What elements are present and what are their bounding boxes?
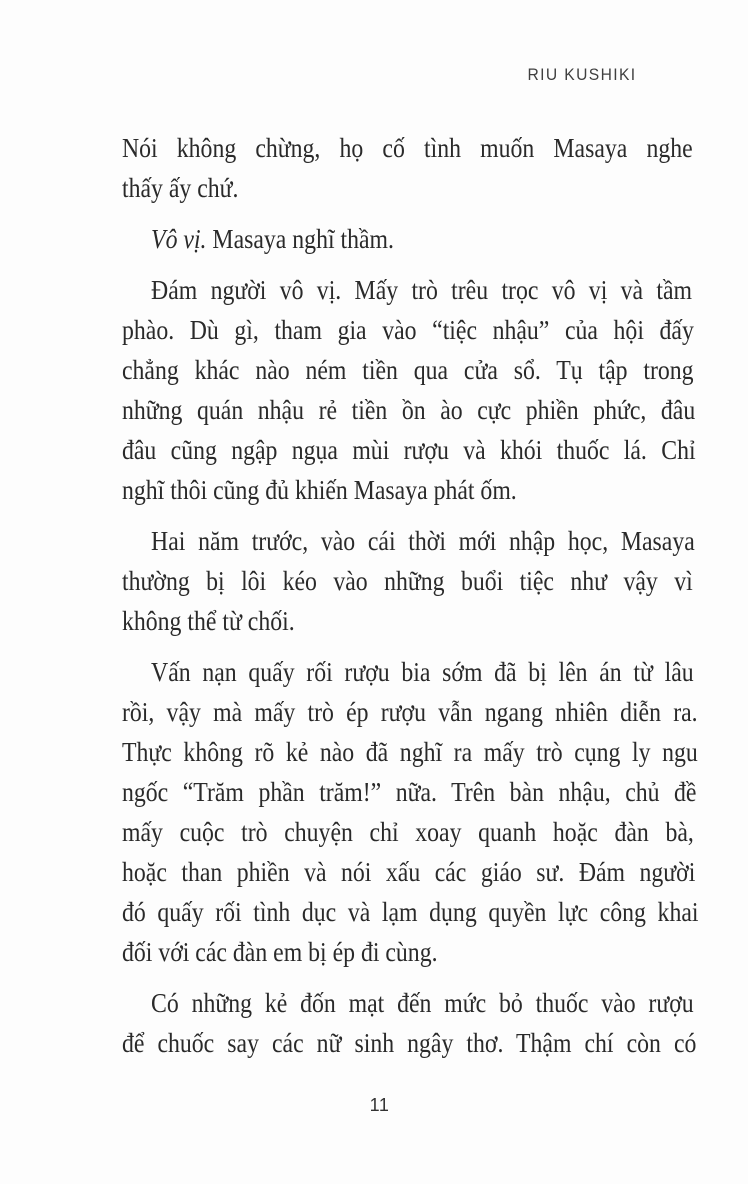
text-line: Hai năm trước, vào cái thời mới nhập học, Masaya [151,526,695,556]
text-line: để chuốc say các nữ sinh ngây thơ. Thậm chí còn có [122,1028,697,1058]
text-line: hoặc than phiền và nói xấu các giáo sư. Đám người [122,857,696,887]
text-line: rồi, vậy mà mấy trò ép rượu vẫn ngang nhiên diễn ra. [122,697,698,727]
text-line: ngốc “Trăm phần trăm!” nữa. Trên bàn nhậu, chủ đề [122,777,697,807]
text-line: Nói không chừng, họ cố tình muốn Masaya nghe [122,133,693,163]
page-text [122,128,699,1063]
text-line: đối với các đàn em bị ép đi cùng. [122,937,438,967]
text-line: nghĩ thôi cũng đủ khiến Masaya phát ốm. [122,475,517,505]
paragraph [122,270,696,510]
paragraph [122,128,693,208]
page-number: 11 [369,1095,390,1115]
text-line: những quán nhậu rẻ tiền ồn ào cực phiền phức, đâu [122,395,696,425]
text-line: Vô vị. Masaya nghĩ thầm. [151,224,394,254]
paragraph [122,652,699,972]
text-line: mấy cuộc trò chuyện chỉ xoay quanh hoặc đàn bà, [122,817,694,847]
text-line: thấy ấy chứ. [122,173,239,203]
paragraph [122,219,637,259]
text-line: phào. Dù gì, tham gia vào “tiệc nhậu” của hội đấy [122,315,694,345]
text-line: thường bị lôi kéo vào những buổi tiệc như vậy vì [122,566,693,596]
text-line: Có những kẻ đốn mạt đến mức bỏ thuốc vào rượu [151,988,694,1018]
text-line: Vấn nạn quấy rối rượu bia sớm đã bị lên án từ lâu [151,657,694,687]
paragraph [122,983,697,1063]
text-line: không thể từ chối. [122,606,295,636]
text-line: đó quấy rối tình dục và lạm dụng quyền lực công khai [122,897,699,927]
paragraph [122,521,695,641]
text-line: Đám người vô vị. Mấy trò trêu trọc vô vị và tầm [151,275,693,305]
text-line: chẳng khác nào ném tiền qua cửa sổ. Tụ tập trong [122,355,694,385]
running-header: RIU KUSHIKI [527,65,637,84]
text-line: đâu cũng ngập ngụa mùi rượu và khói thuốc lá. Chỉ [122,435,696,465]
text-line: Thực không rõ kẻ nào đã nghĩ ra mấy trò cụng ly ngu [122,737,698,767]
